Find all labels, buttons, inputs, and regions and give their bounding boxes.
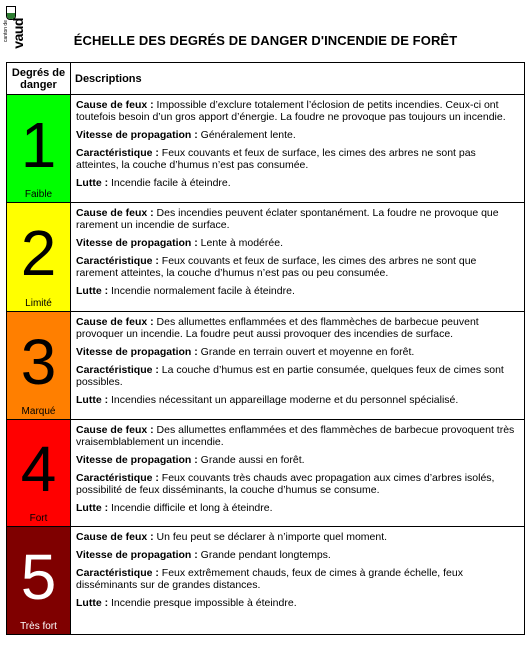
cause-text: Un feu peut se déclarer à n’importe quel moment. [156,531,388,543]
fight-label: Lutte : [76,177,109,189]
level-row [7,312,525,420]
level-description [71,203,525,312]
level-description [71,420,525,527]
level-row [7,95,525,203]
speed-text: Grande aussi en forêt. [200,454,305,466]
fight-label: Lutte : [76,394,109,406]
feature-label: Caractéristique : [76,472,159,484]
cause-label: Cause de feux : [76,531,154,543]
level-4-cell [7,420,71,527]
level-label: Marqué [21,406,56,417]
cause-text: Des incendies peuvent éclater spontanément. La foudre ne provoque que rarement un incendie de surface. [76,207,499,231]
level-row [7,203,525,312]
level-label: Fort [29,513,48,524]
fight-label: Lutte : [76,502,109,514]
speed-text: Grande en terrain ouvert et moyenne en forêt. [200,346,415,358]
feature-label: Caractéristique : [76,255,159,267]
feature-text: Feux couvants et feux de surface, les cimes des arbres ne sont pas atteintes, la couche d’humus n’est pas consumée. [76,147,476,171]
speed-label: Vitesse de propagation : [76,237,198,249]
speed-label: Vitesse de propagation : [76,346,198,358]
speed-label: Vitesse de propagation : [76,454,198,466]
feature-text: Feux couvants très chauds avec propagation aux cimes d’arbres isolés, possibilité de feux disséminants, la couche d’humus se consume. [76,472,495,496]
level-description [71,312,525,420]
level-description [71,527,525,635]
speed-text: Généralement lente. [200,129,296,141]
header-descriptions: Descriptions [71,63,525,95]
level-label: Faible [24,189,53,200]
speed-label: Vitesse de propagation : [76,549,198,561]
speed-text: Lente à modérée. [200,237,283,249]
level-number: 4 [20,433,57,506]
feature-text: Feux extrêmement chauds, feux de cimes à grande échelle, feux disséminants sur de grandes distances. [76,567,463,591]
level-number: 2 [20,217,57,290]
feature-text: La couche d’humus est en partie consumée, quelques feux de cimes sont possibles. [76,364,504,388]
level-2-cell [7,203,71,312]
level-3-cell [7,312,71,420]
fight-label: Lutte : [76,285,109,297]
cause-text: Impossible d’exclure totalement l’éclosion de petits incendies. Ceux-ci ont toutefois besoin d’un gros apport d’énergie. La foudre ne provoque pas toujours un incendie. [76,99,506,123]
fight-text: Incendies nécessitant un appareillage moderne et du personnel spécialisé. [111,394,459,406]
level-row [7,420,525,527]
level-label: Limité [25,298,52,309]
feature-label: Caractéristique : [76,567,159,579]
fight-text: Incendie presque impossible à éteindre. [111,597,297,609]
speed-text: Grande pendant longtemps. [200,549,331,561]
fight-label: Lutte : [76,597,109,609]
level-row [7,527,525,635]
logo-text-small: canton de [3,20,9,42]
cause-label: Cause de feux : [76,99,154,111]
speed-label: Vitesse de propagation : [76,129,198,141]
feature-label: Caractéristique : [76,364,159,376]
fight-text: Incendie facile à éteindre. [111,177,231,189]
table-header-row [7,63,525,95]
cause-label: Cause de feux : [76,316,154,328]
level-number: 5 [20,540,57,613]
fight-text: Incendie difficile et long à éteindre. [111,502,273,514]
level-1-cell [7,95,71,203]
cause-label: Cause de feux : [76,424,154,436]
level-label: Très fort [20,621,57,632]
level-description [71,95,525,203]
page-title: ÉCHELLE DES DEGRÉS DE DANGER D'INCENDIE DE FORÊT [73,33,458,48]
feature-text: Feux couvants et feux de surface, les cimes des arbres ne sont que rarement atteintes, la couche d’humus n’est pas ou peu consumée. [76,255,477,279]
level-5-cell [7,527,71,635]
fight-text: Incendie normalement facile à éteindre. [111,285,295,297]
cause-text: Des allumettes enflammées et des flammèches de barbecue provoquent très vraisemblablement un incendie. [76,424,515,448]
cause-label: Cause de feux : [76,207,154,219]
level-number: 1 [20,108,57,181]
header-degree: Degrés de danger [7,63,71,95]
danger-scale-table [6,62,525,635]
logo-text-big: vaud [10,18,26,49]
level-number: 3 [20,325,57,398]
cause-text: Des allumettes enflammées et des flammèches de barbecue peuvent provoquer un incendie. La foudre peut aussi provoquer des incendies de surface. [76,316,479,340]
feature-label: Caractéristique : [76,147,159,159]
